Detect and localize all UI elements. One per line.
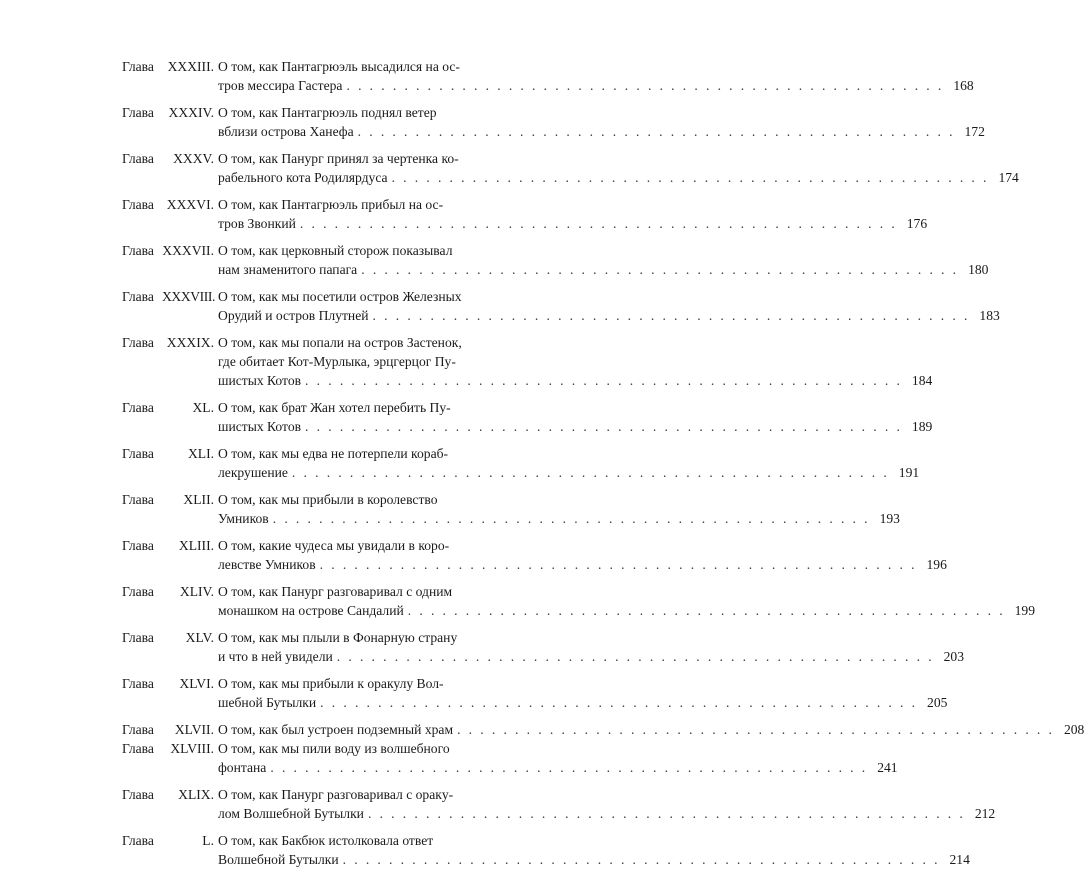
title-last-line: [218, 647, 964, 666]
dot-leader: [273, 509, 870, 528]
page-number: 168: [953, 78, 974, 93]
title-line: О том, как Пантагрюэль поднял ветер: [218, 105, 437, 120]
title-line: О том, какие чудеса мы увидали в коро-: [218, 538, 450, 553]
page-number: 196: [926, 557, 947, 572]
toc-entry: [122, 195, 928, 233]
chapter-title: [218, 241, 988, 279]
title-last-line: [218, 693, 947, 712]
page-number: 184: [911, 373, 933, 388]
title-last-line: [218, 122, 985, 141]
chapter-number: XLVIII.: [170, 741, 214, 756]
chapter-label: Глава: [122, 833, 154, 848]
title-line: шебной Бутылки: [218, 695, 317, 710]
title-line: О том, как церковный сторож показывал: [218, 243, 453, 258]
chapter-label: Глава: [122, 59, 154, 74]
chapter-number: XXXV.: [173, 151, 214, 166]
page-number: 199: [1014, 603, 1036, 618]
chapter-number: XLI.: [187, 446, 214, 461]
title-line: О том, как Пантагрюэль высадился на ос-: [218, 59, 460, 74]
chapter-label: Глава: [122, 538, 154, 553]
chapter-label: Глава: [122, 741, 154, 756]
title-line: шистых Котов: [218, 419, 302, 434]
page-number: 189: [911, 419, 933, 434]
chapter-number: XXXVII.: [162, 243, 214, 258]
chapter-number: XXXIX.: [166, 335, 214, 350]
table-of-contents: [122, 57, 1084, 877]
title-line: О том, как мы прибыли в королевство: [218, 492, 438, 507]
chapter-number: XLIX.: [178, 787, 214, 802]
title-line: рабельного кота Родилярдуса: [218, 170, 388, 185]
title-last-line: [218, 168, 1019, 187]
title-line: О том, как мы пили воду из волшебного: [218, 741, 450, 756]
chapter-title: [218, 195, 927, 233]
chapter-title: [218, 333, 932, 390]
toc-entry: [122, 398, 933, 436]
toc-entry: [122, 287, 1000, 325]
chapter-title: [218, 536, 947, 574]
title-line: О том, как был устроен подземный храм: [218, 722, 454, 737]
toc-entry: [122, 333, 933, 390]
chapter-number: XLIII.: [178, 538, 214, 553]
chapter-label: Глава: [122, 243, 154, 258]
title-line: тров Звонкий: [218, 216, 296, 231]
toc-entry: [122, 490, 900, 528]
title-line: и что в ней увидели: [218, 649, 333, 664]
chapter-number: XLIV.: [179, 584, 214, 599]
chapter-number: XL.: [192, 400, 214, 415]
chapter-title: [218, 720, 1084, 739]
toc-entry: [122, 720, 1084, 739]
chapter-number: XLVII.: [174, 722, 214, 737]
dot-leader: [305, 371, 902, 390]
dot-leader: [358, 122, 955, 141]
title-last-line: [218, 601, 1035, 620]
chapter-number: XXXVI.: [166, 197, 214, 212]
toc-entry: [122, 103, 985, 141]
dot-leader: [305, 417, 902, 436]
title-last-line: [218, 509, 900, 528]
chapter-number: XXXVIII.: [162, 289, 216, 304]
dot-leader: [343, 850, 940, 869]
dot-leader: [392, 168, 989, 187]
chapter-label: Глава: [122, 335, 154, 350]
chapter-title: [218, 831, 970, 869]
title-line: Умников: [218, 511, 269, 526]
dot-leader: [346, 76, 943, 95]
title-line: нам знаменитого папага: [218, 262, 358, 277]
page-number: 241: [877, 760, 898, 775]
title-line: О том, как мы попали на остров Застенок,: [218, 335, 462, 350]
title-last-line: [218, 555, 947, 574]
chapter-label: Глава: [122, 722, 154, 737]
title-last-line: [218, 850, 970, 869]
dot-leader: [373, 306, 970, 325]
chapter-number: XLVI.: [179, 676, 214, 691]
title-line: вблизи острова Ханефа: [218, 124, 354, 139]
chapter-title: [218, 739, 898, 777]
title-line: шистых Котов: [218, 373, 302, 388]
chapter-title: [218, 785, 995, 823]
chapter-number: L.: [202, 833, 214, 848]
chapter-title: [218, 149, 1019, 187]
title-last-line: [218, 306, 1000, 325]
chapter-label: Глава: [122, 105, 154, 120]
title-line: лом Волшебной Бутылки: [218, 806, 364, 821]
title-line: О том, как Бакбюк истолковала ответ: [218, 833, 434, 848]
chapter-number: XXXIV.: [168, 105, 214, 120]
page-number: 214: [949, 852, 970, 867]
dot-leader: [337, 647, 934, 666]
chapter-label: Глава: [122, 630, 154, 645]
title-line: тров мессира Гастера: [218, 78, 343, 93]
chapter-label: Глава: [122, 787, 154, 802]
toc-entry: [122, 831, 970, 869]
chapter-label: Глава: [122, 289, 154, 304]
chapter-title: [218, 57, 974, 95]
dot-leader: [408, 601, 1005, 620]
page-number: 174: [998, 170, 1019, 185]
toc-entry: [122, 57, 974, 95]
chapter-label: Глава: [122, 676, 154, 691]
chapter-label: Глава: [122, 197, 154, 212]
title-last-line: [218, 720, 1084, 739]
title-last-line: [218, 214, 927, 233]
page-number: 180: [968, 262, 989, 277]
page-number: 193: [879, 511, 900, 526]
title-last-line: [218, 417, 932, 436]
chapter-title: [218, 582, 1035, 620]
title-line: О том, как мы прибыли к оракулу Вол-: [218, 676, 444, 691]
title-line: О том, как брат Жан хотел перебить Пу-: [218, 400, 451, 415]
title-last-line: [218, 463, 919, 482]
toc-entry: [122, 674, 948, 712]
chapter-title: [218, 674, 947, 712]
title-line: О том, как мы посетили остров Железных: [218, 289, 462, 304]
chapter-title: [218, 490, 900, 528]
chapter-number: XLII.: [183, 492, 214, 507]
dot-leader: [457, 720, 1054, 739]
title-line: фонтана: [218, 760, 267, 775]
chapter-label: Глава: [122, 400, 154, 415]
title-line: О том, как Панург разговаривал с одним: [218, 584, 453, 599]
chapter-title: [218, 398, 932, 436]
page-number: 176: [906, 216, 928, 231]
toc-entry: [122, 536, 947, 574]
title-line: О том, как мы плыли в Фонарную страну: [218, 630, 458, 645]
toc-entry: [122, 149, 1019, 187]
title-line: О том, как Панург принял за чертенка ко-: [218, 151, 459, 166]
page-number: 205: [927, 695, 948, 710]
page-number: 212: [974, 806, 996, 821]
chapter-label: Глава: [122, 492, 154, 507]
page-number: 172: [964, 124, 985, 139]
title-last-line: [218, 758, 898, 777]
chapter-label: Глава: [122, 584, 154, 599]
dot-leader: [320, 693, 917, 712]
title-line: лекрушение: [218, 465, 288, 480]
title-line: О том, как мы едва не потерпели кораб-: [218, 446, 449, 461]
title-last-line: [218, 76, 974, 95]
title-line: где обитает Кот-Мурлыка, эрцгерцог Пу-: [218, 354, 456, 369]
page-number: 183: [979, 308, 1000, 323]
dot-leader: [292, 463, 889, 482]
chapter-label: Глава: [122, 446, 154, 461]
title-line: левстве Умников: [218, 557, 316, 572]
dot-leader: [270, 758, 867, 777]
page-number: 191: [898, 465, 920, 480]
chapter-label: Глава: [122, 151, 154, 166]
title-line: О том, как Панург разговаривал с оракy-: [218, 787, 454, 802]
toc-entry: [122, 444, 920, 482]
dot-leader: [300, 214, 897, 233]
chapter-number: XXXIII.: [167, 59, 214, 74]
page-number: 203: [943, 649, 965, 664]
dot-leader: [361, 260, 958, 279]
toc-entry: [122, 628, 965, 666]
toc-entry: [122, 739, 898, 777]
chapter-title: [218, 628, 964, 666]
title-line: Орудий и остров Плутней: [218, 308, 369, 323]
dot-leader: [368, 804, 965, 823]
dot-leader: [320, 555, 917, 574]
page-number: 208: [1063, 722, 1084, 737]
chapter-title: [218, 103, 985, 141]
title-line: Волшебной Бутылки: [218, 852, 339, 867]
title-last-line: [218, 804, 995, 823]
title-line: О том, как Пантагрюэль прибыл на ос-: [218, 197, 444, 212]
toc-entry: [122, 785, 996, 823]
toc-entry: [122, 241, 989, 279]
toc-entry: [122, 582, 1036, 620]
chapter-number: XLV.: [185, 630, 214, 645]
title-last-line: [218, 371, 932, 390]
title-line: монашком на острове Сандалий: [218, 603, 404, 618]
title-last-line: [218, 260, 988, 279]
chapter-title: [218, 287, 1000, 325]
chapter-title: [218, 444, 919, 482]
